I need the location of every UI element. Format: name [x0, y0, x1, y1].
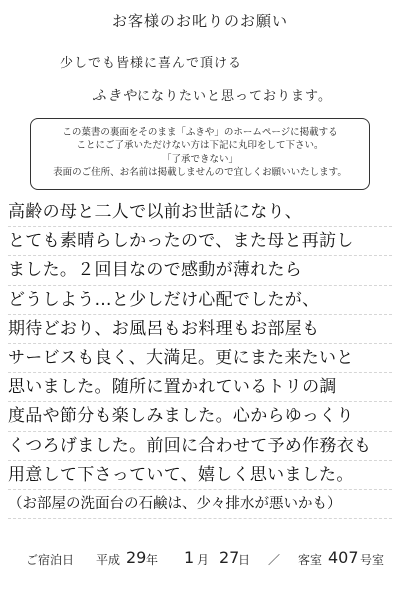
comment-line: くつろげました。前回に合わせて予め作務衣も: [8, 432, 392, 461]
comment-line: 度品や節分も楽しみました。心からゆっくり: [8, 402, 392, 431]
comment-line: 思いました。随所に置かれているトリの調: [8, 373, 392, 402]
intro-line-2: [92, 85, 332, 105]
comment-line: ました。２回目なので感動が薄れたら: [8, 256, 392, 285]
comment-line: 期待どおり、お風呂もお料理もお部屋も: [8, 315, 392, 344]
era-label: 平成: [96, 553, 121, 567]
consent-notice-box: [30, 118, 370, 190]
stay-month: 1: [184, 548, 195, 567]
comment-line: 高齢の母と二人で以前お世話になり、: [8, 198, 392, 227]
notice-line-2: ことにご了承いただけない方は下記に丸印をして下さい。: [76, 140, 324, 151]
notice-line-3: 表面のご住所、お名前は掲載しませんので宜しくお願いいたします。: [53, 167, 347, 178]
intro-line-2-text: になりたいと思っております。: [137, 89, 332, 104]
room-label: 客室: [298, 553, 323, 567]
stay-day: 27: [219, 548, 240, 567]
comment-line: サービスも良く、大満足。更にまた来たいと: [8, 344, 392, 373]
room-number: 407: [328, 548, 359, 567]
intro-line-1: 少しでも皆様に喜んで頂ける: [60, 56, 243, 71]
handwritten-comment: [8, 198, 392, 519]
comment-line: （お部屋の洗面台の石鹸は、少々排水が悪いかも）: [8, 490, 392, 519]
separator: ／: [268, 553, 281, 567]
comment-line: どうしよう…と少しだけ心配でしたが、: [8, 286, 392, 315]
brand-name: ふきや: [92, 88, 137, 104]
room-unit: 号室: [360, 553, 385, 567]
comment-line: 用意して下さっていて、嬉しく思いました。: [8, 461, 392, 490]
stay-year: 29: [126, 548, 147, 567]
comment-line: とても素晴らしかったので、また母と再訪し: [8, 227, 392, 256]
year-unit: 年: [146, 553, 159, 567]
month-unit: 月: [197, 553, 210, 567]
day-unit: 日: [238, 553, 251, 567]
notice-line-1: この葉書の裏面をそのまま「ふきや」のホームページに掲載する: [62, 127, 338, 138]
decline-option[interactable]: 「了承できない」: [161, 154, 238, 165]
stay-date-label: ご宿泊日: [26, 553, 75, 567]
page-title: お客様のお叱りのお願い: [111, 12, 288, 30]
